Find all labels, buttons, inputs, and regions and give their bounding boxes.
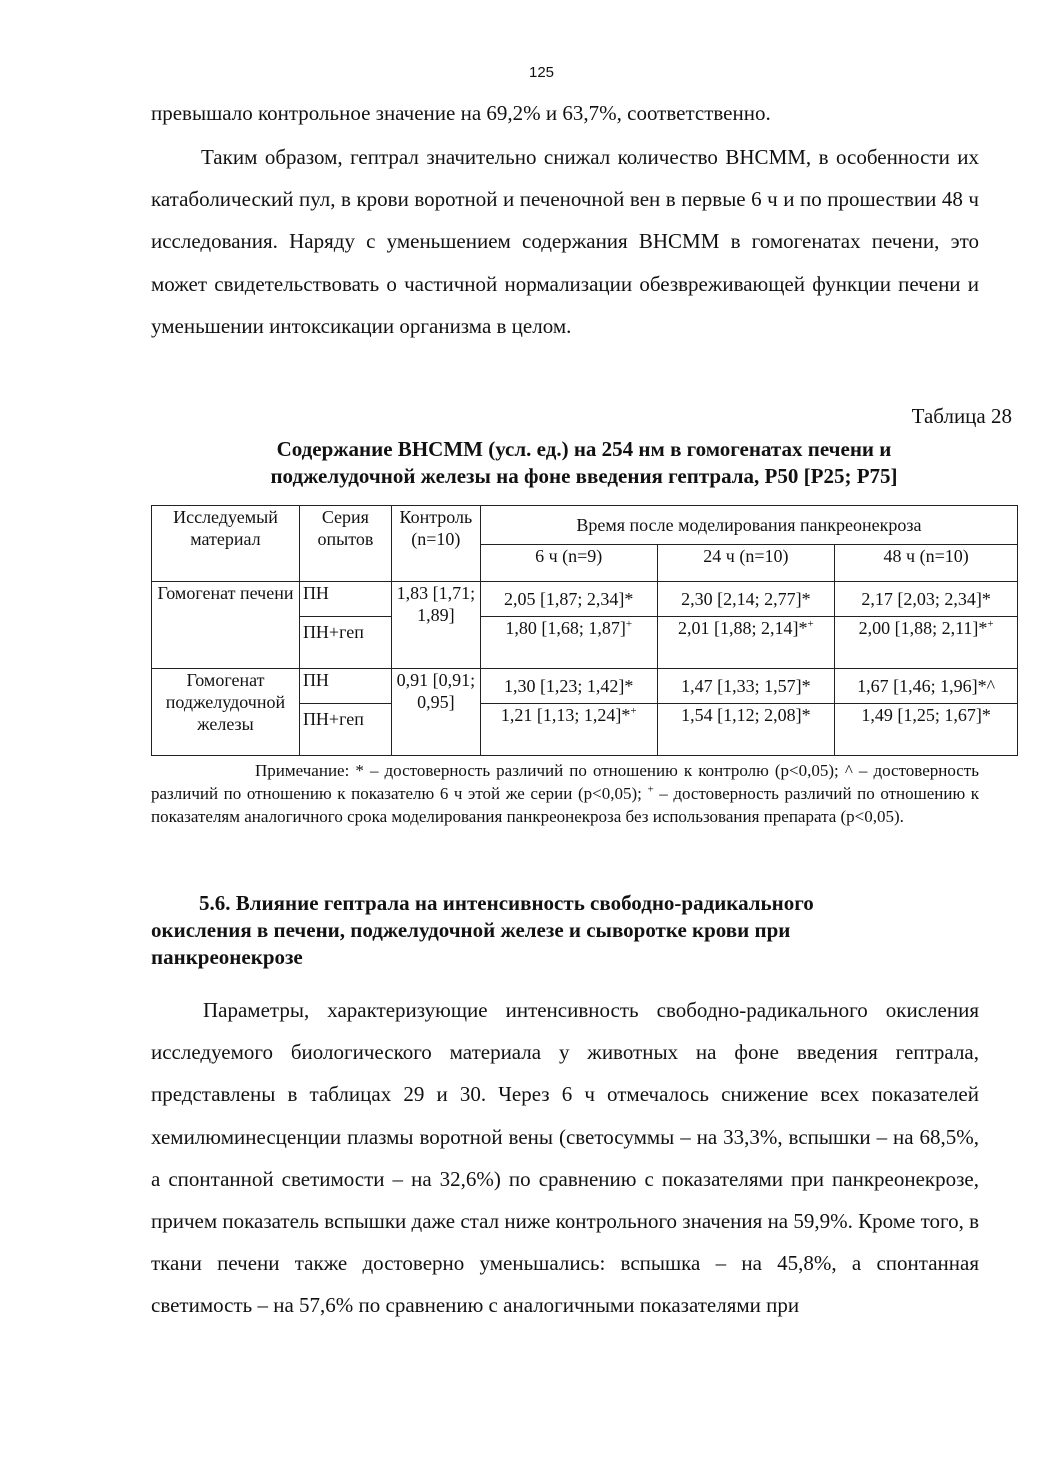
header-time-group: Время после моделирования панкреонекроза xyxy=(480,506,1017,545)
cell-value: 1,67 [1,46; 1,96]*^ xyxy=(835,669,1018,704)
table-title-line1: Содержание ВНСММ (усл. ед.) на 254 нм в гомогенатах печени и xyxy=(276,437,892,461)
table-label: Таблица 28 xyxy=(911,404,1012,428)
section-heading-line1: 5.6. Влияние гептрала на интенсивность свободно-радикального xyxy=(199,891,814,915)
cell-value: 2,17 [2,03; 2,34]* xyxy=(835,582,1018,617)
cell-value: 2,01 [1,88; 2,14]*+ xyxy=(657,617,835,669)
cell-material: Гомогенат поджелудочной железы xyxy=(152,669,300,756)
cell-series: ПН xyxy=(299,669,391,704)
cell-value: 1,47 [1,33; 1,57]* xyxy=(657,669,835,704)
table-title-line2: поджелудочной железы на фоне введения гептрала, P50 [P25; P75] xyxy=(270,464,898,488)
cell-value: 2,00 [1,88; 2,11]*+ xyxy=(835,617,1018,669)
table-row xyxy=(152,582,1018,617)
page-number: 125 xyxy=(528,64,555,81)
cell-value: 1,30 [1,23; 1,42]* xyxy=(480,669,657,704)
cell-value: 1,49 [1,25; 1,67]* xyxy=(835,704,1018,756)
table-title xyxy=(151,436,1017,490)
paragraph-conclusion: Таким образом, гептрал значительно снижал количество ВНСММ, в особенности их катаболический пул, в крови воротной и печеночной вен в первые 6 ч и по прошествии 48 ч исследования. Наряду с уменьшением содержания ВНСММ в гомогенатах печени, это может свидетельствовать о частичной нормализации обезвреживающей функции печени и уменьшении интоксикации организма в целом. xyxy=(151,145,979,338)
header-24h: 24 ч (n=10) xyxy=(657,545,835,582)
cell-material: Гомогенат печени xyxy=(152,582,300,669)
header-series: Серия опытов xyxy=(299,506,391,582)
cell-series: ПН xyxy=(299,582,391,617)
data-table xyxy=(151,505,1018,756)
cell-value: 1,80 [1,68; 1,87]+ xyxy=(480,617,657,669)
cell-value: 2,05 [1,87; 2,34]* xyxy=(480,582,657,617)
cell-value: 2,30 [2,14; 2,77]* xyxy=(657,582,835,617)
header-material: Исследуемый материал xyxy=(152,506,300,582)
header-48h: 48 ч (n=10) xyxy=(835,545,1018,582)
section-heading xyxy=(151,890,979,971)
cell-series: ПН+геп xyxy=(299,704,391,756)
table-header-row xyxy=(152,506,1018,545)
cell-control: 0,91 [0,91; 0,95] xyxy=(391,669,480,756)
table-note: Примечание: * – достоверность различий по отношению к контролю (p<0,05); ^ – достоверность различий по отношению к показателю 6 ч этой же серии (p<0,05); + – достоверность различий по отношению к показателям аналогичного срока моделирования панкреонекроза без использования препарата (p<0,05). xyxy=(151,761,980,826)
paragraph-continuation: превышало контрольное значение на 69,2% и 63,7%, соответственно. xyxy=(151,101,771,125)
cell-control: 1,83 [1,71; 1,89] xyxy=(391,582,480,669)
header-6h: 6 ч (n=9) xyxy=(480,545,657,582)
paragraph-section-body: Параметры, характеризующие интенсивность свободно-радикального окисления исследуемого биологического материала у животных на фоне введения гептрала, представлены в таблицах 29 и 30. Через 6 ч отмечалось снижение всех показателей хемилюминесценции плазмы воротной вены (светосуммы – на 33,3%, вспышки – на 68,5%, а спонтанной светимости – на 32,6%) по сравнению с показателями при панкреонекрозе, причем показатель вспышки даже стал ниже контрольного значения на 59,9%. Кроме того, в ткани печени также достоверно уменьшались: вспышка – на 45,8%, а спонтанная светимость – на 57,6% по сравнению с аналогичными показателями при xyxy=(151,998,979,1318)
cell-series: ПН+геп xyxy=(299,617,391,669)
cell-value: 1,54 [1,12; 2,08]* xyxy=(657,704,835,756)
cell-value: 1,21 [1,13; 1,24]*+ xyxy=(480,704,657,756)
table-row xyxy=(152,669,1018,704)
section-heading-line2: окисления в печени, поджелудочной железе и сыворотке крови при xyxy=(151,918,791,942)
section-heading-line3: панкреонекрозе xyxy=(151,945,303,969)
header-control: Контроль (n=10) xyxy=(391,506,480,582)
